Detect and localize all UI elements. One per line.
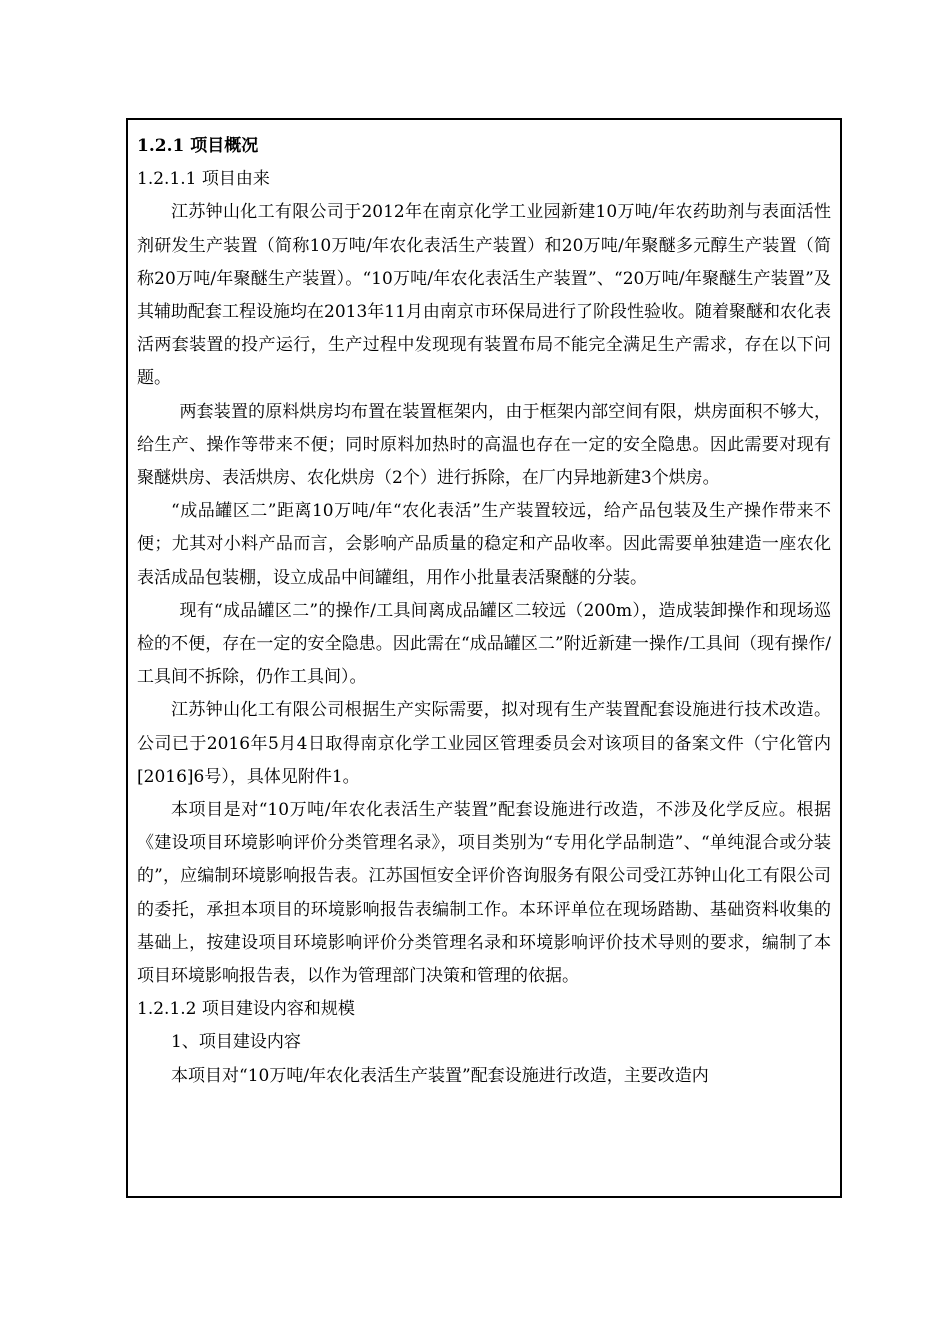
paragraph-background: 江苏钟山化工有限公司于2012年在南京化学工业园新建10万吨/年农药助剂与表面活性剂研发生产装置（简称10万吨/年农化表活生产装置）和20万吨/年聚醚多元醇生产装置（简称20万吨/年聚醚生产装置）。“10万吨/年农化表活生产装置”、“20万吨/年聚醚生产装置”及其辅助配套工程设施均在2013年11月由南京市环保局进行了阶段性验收。随着聚醚和农化表活两套装置的投产运行，生产过程中发现现有装置布局不能完全满足生产需求，存在以下问题。 — [137, 202, 831, 389]
paragraph-packaging-shed: “成品罐区二”距离10万吨/年“农化表活”生产装置较远，给产品包装及生产操作带来不便；尤其对小料产品而言，会影响产品质量的稳定和产品收率。因此需要单独建造一座农化表活成品包装棚，设立成品中间罐组，用作小批量表活聚醚的分装。 — [137, 501, 831, 588]
paragraph-assessment: 本项目是对“10万吨/年农化表活生产装置”配套设施进行改造，不涉及化学反应。根据《建设项目环境影响评价分类管理名录》，项目类别为“专用化学品制造”、“单纯混合或分装的”，应编制环境影响报告表。江苏国恒安全评价咨询服务有限公司受江苏钟山化工有限公司的委托，承担本项目的环境影响报告表编制工作。本环评单位在现场踏勘、基础资料收集的基础上，按建设项目环境影响评价分类管理名录和环境影响评价技术导则的要求，编制了本项目环境影响报告表，以作为管理部门决策和管理的依据。 — [137, 800, 831, 987]
item-heading: 1、项目建设内容 — [171, 1032, 301, 1053]
subsection-origin-title: 1.2.1.1 项目由来 — [137, 169, 270, 190]
document-body — [137, 130, 831, 1093]
section-title: 1.2.1 项目概况 — [137, 136, 259, 156]
paragraph-drying-rooms: 两套装置的原料烘房均布置在装置框架内，由于框架内部空间有限，烘房面积不够大，给生产、操作等带来不便；同时原料加热时的高温也存在一定的安全隐患。因此需要对现有聚醚烘房、表活烘房、农化烘房（2个）进行拆除，在厂内异地新建3个烘房。 — [137, 401, 831, 489]
paragraph-filing: 江苏钟山化工有限公司根据生产实际需要，拟对现有生产装置配套设施进行技术改造。公司已于2016年5月4日取得南京化学工业园区管理委员会对该项目的备案文件（宁化管内[2016]6号），具体见附件1。 — [137, 700, 831, 787]
content-frame — [126, 118, 842, 1198]
paragraph-tool-room: 现有“成品罐区二”的操作/工具间离成品罐区二较远（200m），造成装卸操作和现场巡检的不便，存在一定的安全隐患。因此需在“成品罐区二”附近新建一操作/工具间（现有操作/工具间不拆除，仍作工具间）。 — [137, 600, 831, 688]
paragraph-scope: 本项目对“10万吨/年农化表活生产装置”配套设施进行改造，主要改造内 — [171, 1065, 709, 1086]
subsection-content-title: 1.2.1.2 项目建设内容和规模 — [137, 999, 355, 1020]
